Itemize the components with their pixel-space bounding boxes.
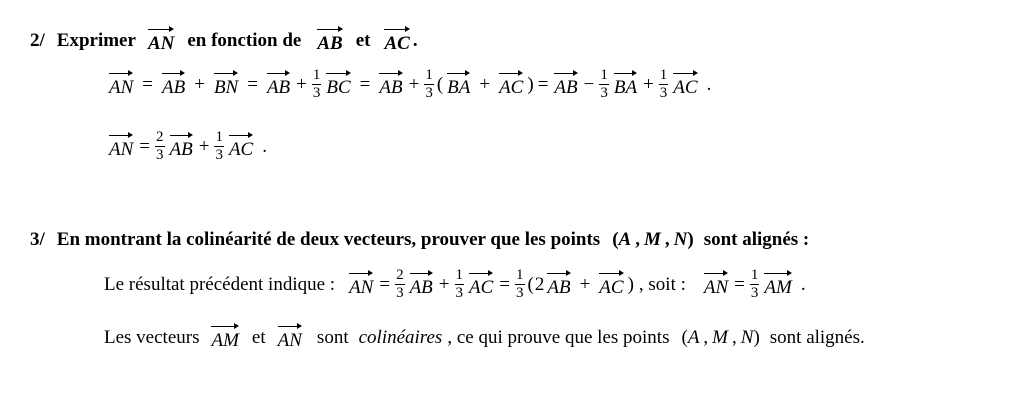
equals-sign: =	[379, 273, 391, 295]
question-2-heading	[30, 28, 418, 53]
comma: ,	[732, 326, 737, 348]
vector-an: AN	[148, 28, 174, 53]
minus-sign: −	[583, 73, 595, 95]
vector-bn: BN	[214, 72, 238, 97]
vector-ab: AB	[547, 272, 570, 297]
vector-ab: AB	[410, 272, 433, 297]
plus-sign: +	[479, 73, 491, 95]
equals-sign: =	[537, 73, 549, 95]
equals-sign: =	[734, 273, 745, 295]
point-a: A	[687, 326, 700, 348]
body-text: sont alignés.	[769, 326, 865, 348]
heading-text: Exprimer	[56, 29, 136, 51]
comma: ,	[664, 229, 670, 250]
close-paren: )	[687, 229, 694, 250]
emphasis-text: colinéaires	[358, 326, 443, 348]
fraction-denominator: 3	[516, 285, 524, 301]
body-text: sont	[316, 326, 349, 348]
fraction-numerator: 2	[156, 129, 164, 145]
close-paren: )	[627, 273, 634, 295]
heading-text: En montrant la colinéarité de deux vecteurs, prouver que les points	[56, 229, 601, 250]
equals-sign: =	[359, 73, 371, 95]
equation-line-1	[106, 68, 711, 101]
plus-sign: +	[408, 73, 420, 95]
vector-ab: AB	[554, 72, 577, 97]
fraction	[395, 268, 405, 301]
open-paren: (	[436, 73, 444, 95]
body-text: Les vecteurs	[104, 326, 200, 348]
fraction-denominator: 3	[425, 85, 433, 101]
plus-sign: +	[194, 73, 205, 95]
vector-ab: AB	[162, 72, 185, 97]
q3-result-line	[104, 268, 806, 301]
comma: ,	[703, 326, 709, 348]
vector-ac: AC	[229, 134, 253, 159]
vector-ba: BA	[447, 72, 470, 97]
body-text: , ce qui prouve que les points	[447, 326, 670, 348]
fraction-numerator: 1	[659, 67, 668, 83]
vector-ab: AB	[379, 72, 402, 97]
vector-ac: AC	[384, 28, 409, 53]
period: .	[706, 73, 712, 95]
vector-ac: AC	[469, 272, 493, 297]
fraction-denominator: 3	[215, 147, 223, 163]
equals-sign: =	[499, 273, 511, 295]
fraction	[455, 268, 465, 301]
question-3-heading	[30, 229, 809, 251]
point-a: A	[618, 229, 632, 250]
vector-ab: AB	[170, 134, 193, 159]
fraction-denominator: 3	[455, 285, 464, 301]
vector-am: AM	[764, 272, 791, 297]
vector-an: AN	[278, 325, 302, 350]
equation-line-2	[106, 130, 267, 163]
plus-sign: +	[296, 73, 307, 95]
close-paren: )	[753, 326, 760, 348]
vector-ab: AB	[267, 72, 290, 97]
fraction-numerator: 1	[516, 267, 524, 283]
q3-conclusion-line	[104, 325, 865, 350]
body-text: , soit :	[638, 273, 686, 295]
point-n: N	[740, 326, 754, 348]
vector-ba: BA	[614, 72, 637, 97]
heading-text: en fonction de	[187, 29, 302, 51]
point-m: M	[712, 326, 728, 348]
fraction-denominator: 3	[312, 85, 321, 101]
vector-ac: AC	[499, 72, 523, 97]
body-text: Le résultat précédent indique :	[104, 273, 336, 295]
fraction	[599, 68, 609, 101]
fraction	[424, 68, 434, 101]
point-n: N	[673, 229, 688, 250]
heading-text: et	[355, 29, 371, 51]
vector-bc: BC	[326, 72, 350, 97]
vector-ac: AC	[673, 72, 697, 97]
vector-am: AM	[211, 325, 238, 350]
heading-period: .	[412, 29, 418, 51]
question-number: 2/	[30, 29, 45, 51]
fraction-denominator: 3	[750, 285, 759, 301]
fraction	[312, 68, 322, 101]
fraction-numerator: 1	[312, 67, 321, 83]
fraction-denominator: 3	[156, 147, 164, 163]
fraction-numerator: 1	[750, 267, 759, 283]
vector-an: AN	[704, 272, 728, 297]
fraction-denominator: 3	[600, 85, 608, 101]
fraction-denominator: 3	[396, 285, 404, 301]
equals-sign: =	[247, 73, 258, 95]
fraction-denominator: 3	[659, 85, 668, 101]
fraction-numerator: 1	[455, 267, 464, 283]
vector-an: AN	[109, 134, 133, 159]
plus-sign: +	[643, 73, 654, 95]
question-number: 3/	[30, 229, 45, 250]
fraction	[659, 68, 669, 101]
comma: ,	[635, 229, 640, 250]
open-paren: (	[527, 273, 534, 295]
equals-sign: =	[142, 73, 153, 95]
fraction-numerator: 2	[396, 267, 404, 283]
vector-ac: AC	[599, 272, 623, 297]
fraction-numerator: 1	[600, 67, 608, 83]
equals-sign: =	[139, 135, 150, 157]
fraction	[155, 130, 165, 163]
close-paren: )	[527, 73, 534, 95]
fraction-numerator: 1	[425, 67, 433, 83]
vector-an: AN	[349, 272, 373, 297]
plus-sign: +	[579, 273, 591, 295]
period: .	[262, 135, 267, 157]
point-m: M	[643, 229, 661, 250]
plus-sign: +	[198, 135, 210, 157]
fraction	[750, 268, 760, 301]
fraction-numerator: 1	[215, 129, 223, 145]
open-paren: (	[612, 229, 619, 250]
heading-text: sont alignés :	[703, 229, 810, 250]
coefficient: 2	[534, 273, 545, 295]
vector-ab: AB	[317, 28, 342, 53]
fraction	[515, 268, 525, 301]
plus-sign: +	[438, 273, 450, 295]
body-text: et	[251, 326, 266, 348]
vector-an: AN	[109, 72, 133, 97]
open-paren: (	[681, 326, 688, 348]
period: .	[800, 273, 806, 295]
fraction	[214, 130, 224, 163]
